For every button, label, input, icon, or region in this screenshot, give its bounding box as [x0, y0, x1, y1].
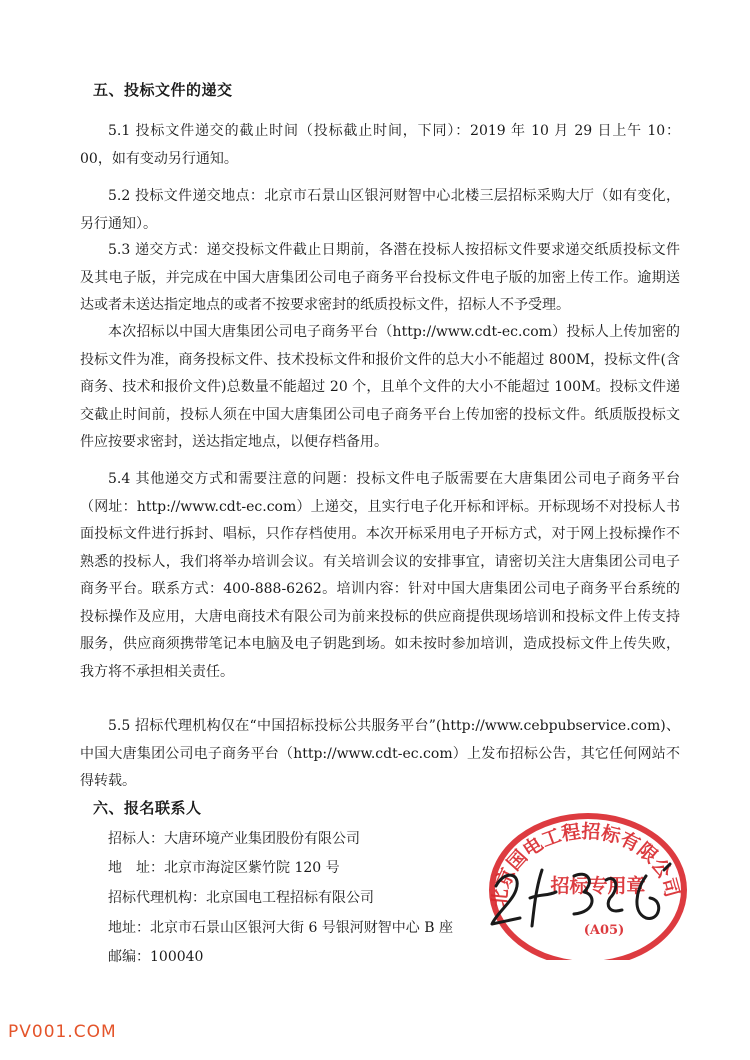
paragraph-upload-rules: 本次招标以中国大唐集团公司电子商务平台（http://www.cdt-ec.com）投标人上传加密的投标文件为准，商务投标文件、技术投标文件和报价文件的总大小不能超过 800M，投标文件(含商务、技术和报价文件)总数量不能超过 20 个，且单个文件的大小不能超过 100M。投标文件递交截止时间前，投标人须在中国大唐集团公司电子商务平台上传加密的投标文件。纸质版投标文件应按要求密封，送达指定地点，以便存档备用。 [80, 324, 680, 450]
tenderer-line: 招标人：大唐环境产业集团股份有限公司 [108, 831, 360, 847]
paragraph-5-2: 5.2 投标文件递交地点：北京市石景山区银河财智中心北楼三层招标采购大厅（如有变化，另行通知）。 [80, 188, 680, 232]
section-5-heading: 五、投标文件的递交 [93, 81, 233, 99]
postcode-line: 邮编：100040 [108, 949, 204, 965]
tenderer-address-line: 地 址：北京市海淀区紫竹院 120 号 [108, 860, 340, 876]
paragraph-5-5: 5.5 招标代理机构仅在“中国招标投标公共服务平台”(http://www.cebpubservice.com)、中国大唐集团公司电子商务平台（http://www.cdt-ec.com）上发布招标公告，其它任何网站不得转载。 [80, 718, 680, 789]
paragraph-5-1: 5.1 投标文件递交的截止时间（投标截止时间，下同）：2019 年 10 月 29 日上午 10：00，如有变动另行通知。 [80, 123, 680, 167]
agency-address-line: 地址：北京市石景山区银河大街 6 号银河财智中心 B 座 [108, 920, 453, 936]
section-6-heading: 六、报名联系人 [93, 799, 202, 817]
paragraph-5-4: 5.4 其他递交方式和需要注意的问题：投标文件电子版需要在大唐集团公司电子商务平台（网址：http://www.cdt-ec.com）上递交，且实行电子化开标和评标。开标现场不对投标人书面投标文件进行拆封、唱标，只作存档使用。本次开标采用电子开标方式，对于网上投标操作不熟悉的投标人，我们将举办培训会议。有关培训会议的安排事宜，请密切关注大唐集团公司电子商务平台。联系方式：400-888-6262。培训内容：针对中国大唐集团公司电子商务平台系统的投标操作及应用，大唐电商技术有限公司为前来投标的供应商提供现场培训和投标文件上传支持服务，供应商须携带笔记本电脑及电子钥匙到场。如未按时参加培训，造成投标文件上传失败，我方将不承担相关责任。 [80, 471, 680, 680]
seal-center-text: 招标专用章 [550, 875, 646, 897]
paragraph-5-3: 5.3 递交方式：递交投标文件截止日期前，各潜在投标人按招标文件要求递交纸质投标文件及其电子版，并完成在中国大唐集团公司电子商务平台投标文件电子版的加密上传工作。逾期送达或者未送达指定地点的或者不按要求密封的纸质投标文件，招标人不予受理。 [80, 242, 680, 313]
official-seal-stamp [470, 800, 700, 960]
seal-ring-text: 北京国电工程招标有限公司 [488, 820, 684, 909]
agency-line: 招标代理机构：北京国电工程招标有限公司 [108, 890, 374, 906]
site-watermark: PV001.COM [8, 1022, 117, 1042]
seal-code-text: (A05) [583, 923, 625, 938]
